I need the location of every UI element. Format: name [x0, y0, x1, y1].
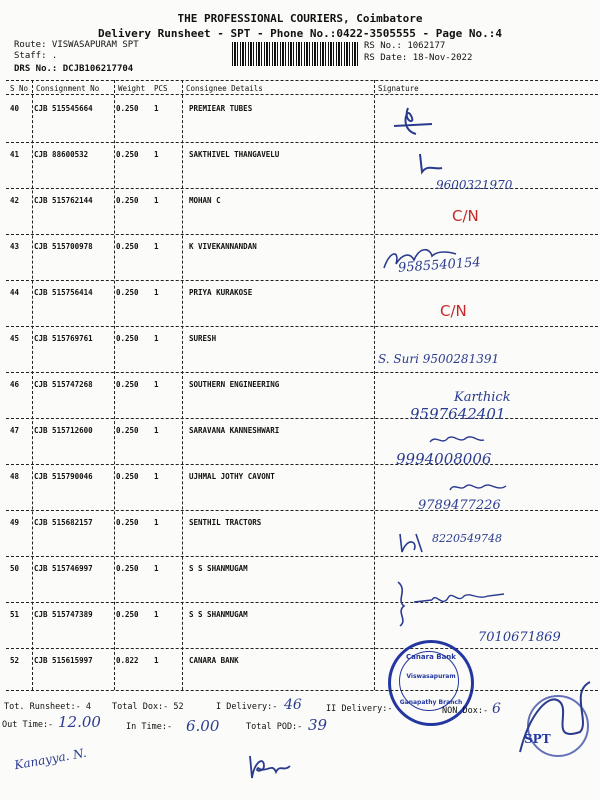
row-consignee: CANARA BANK — [189, 656, 239, 665]
row-consignee: S S SHANMUGAM — [189, 610, 248, 619]
phone-row-46: 9597642401 — [410, 405, 506, 423]
staff-label: Staff: . — [14, 51, 58, 61]
row-pcs: 1 — [154, 472, 159, 481]
i-delivery-value: 46 — [284, 697, 302, 713]
row-pcs: 1 — [154, 104, 159, 113]
row-sno: 50 — [10, 564, 20, 573]
row-consignment-no: CJB 515769761 — [34, 334, 93, 343]
total-pod-label: Total POD:- — [246, 722, 303, 732]
rs-date: RS Date: 18-Nov-2022 — [364, 53, 473, 63]
row-consignment-no: CJB 515747268 — [34, 380, 93, 389]
row-sno: 42 — [10, 196, 20, 205]
row-consignment-no: CJB 515746997 — [34, 564, 93, 573]
route-label: Route: VISWASAPURAM SPT — [14, 40, 139, 50]
branch-seal-signature — [500, 672, 596, 772]
signature-row-50-51 — [392, 578, 532, 628]
total-dox: Total Dox:- 52 — [112, 702, 184, 712]
row-weight: 0.250 — [116, 610, 139, 619]
runsheet-title: Delivery Runsheet - SPT - Phone No.:0422-3505555 - Page No.:4 — [98, 27, 502, 40]
signature-row-49 — [394, 528, 430, 556]
stamp-top-text: Canara Bank — [406, 653, 456, 661]
barcode — [232, 42, 360, 66]
table-bottom-rule — [6, 690, 598, 691]
signature-row-40 — [388, 104, 448, 140]
phone-row-43: 9585540154 — [397, 255, 482, 276]
note-row-42: C/N — [452, 207, 479, 225]
row-weight: 0.250 — [116, 334, 139, 343]
sign-row-45: S. Suri 9500281391 — [378, 352, 500, 366]
row-weight: 0.250 — [116, 288, 139, 297]
row-sno: 45 — [10, 334, 20, 343]
col-header-pcs: PCS — [154, 84, 168, 93]
row-pcs: 1 — [154, 380, 159, 389]
tot-runsheet: Tot. Runsheet:- 4 — [4, 702, 91, 712]
signature-row-41 — [412, 150, 452, 180]
row-consignee: S S SHANMUGAM — [189, 564, 248, 573]
row-pcs: 1 — [154, 610, 159, 619]
in-time-label: In Time:- — [126, 722, 173, 732]
table-row — [0, 96, 600, 142]
col-header-sno: S No — [10, 84, 29, 93]
row-sno: 49 — [10, 518, 20, 527]
signature-row-47 — [426, 432, 486, 448]
row-consignment-no: CJB 515700978 — [34, 242, 93, 251]
row-weight: 0.250 — [116, 104, 139, 113]
phone-row-48: 9789477226 — [418, 498, 501, 513]
col-header-weight: Weight — [118, 84, 146, 93]
non-dox-value: 6 — [492, 701, 501, 717]
row-consignee: PRIYA KURAKOSE — [189, 288, 253, 297]
row-pcs: 1 — [154, 242, 159, 251]
i-delivery-label: I Delivery:- — [216, 702, 278, 712]
row-sno: 52 — [10, 656, 20, 665]
row-consignment-no: CJB 515712600 — [34, 426, 93, 435]
row-pcs: 1 — [154, 150, 159, 159]
staff-signature: Kanayya. N. — [13, 745, 88, 773]
row-pcs: 1 — [154, 656, 159, 665]
row-consignee: SURESH — [189, 334, 217, 343]
row-consignment-no: CJB 88600532 — [34, 150, 89, 159]
seal-text: SPT — [524, 732, 551, 746]
total-pod-value: 39 — [308, 716, 328, 734]
phone-row-49: 8220549748 — [432, 532, 502, 545]
row-pcs: 1 — [154, 288, 159, 297]
row-sno: 40 — [10, 104, 20, 113]
signature-row-48 — [446, 480, 516, 496]
table-top-rule — [6, 80, 598, 81]
row-sno: 41 — [10, 150, 20, 159]
stamp-middle-text: Viswasapuram — [406, 673, 456, 680]
row-weight: 0.250 — [116, 564, 139, 573]
row-pcs: 1 — [154, 334, 159, 343]
row-weight: 0.250 — [116, 380, 139, 389]
rs-number: RS No.: 1062177 — [364, 41, 446, 51]
row-weight: 0.250 — [116, 472, 139, 481]
phone-row-51: 7010671869 — [478, 630, 561, 645]
col-header-consignment: Consignment No — [36, 84, 100, 93]
row-consignee: UJHMAL JOTHY CAVONT — [189, 472, 275, 481]
phone-row-47: 9994008006 — [396, 450, 492, 468]
table-row — [0, 510, 600, 556]
row-pcs: 1 — [154, 518, 159, 527]
non-dox-label: NON Dox:- — [442, 706, 489, 716]
row-sno: 43 — [10, 242, 20, 251]
row-sno: 44 — [10, 288, 20, 297]
row-consignee: SOUTHERN ENGINEERING — [189, 380, 280, 389]
table-row — [0, 326, 600, 372]
note-row-44: C/N — [440, 302, 467, 320]
ii-delivery-label: II Delivery:- — [326, 704, 393, 714]
out-time-value: 12.00 — [58, 713, 101, 731]
out-time-label: Out Time:- — [2, 720, 54, 730]
stamp-branch-text: Ganapathy Branch — [399, 699, 463, 706]
phone-row-41: 9600321970 — [436, 178, 513, 192]
row-consignment-no: CJB 515762144 — [34, 196, 93, 205]
row-consignment-no: CJB 515682157 — [34, 518, 93, 527]
row-consignee: MOHAN C — [189, 196, 221, 205]
row-sno: 46 — [10, 380, 20, 389]
company-title: THE PROFESSIONAL COURIERS, Coimbatore — [177, 12, 423, 25]
row-sno: 47 — [10, 426, 20, 435]
col-header-consignee: Consignee Details — [186, 84, 263, 93]
row-weight: 0.250 — [116, 196, 139, 205]
row-pcs: 1 — [154, 426, 159, 435]
drs-number: DRS No.: DCJB106217704 — [14, 64, 134, 74]
row-consignee: SARAVANA KANNESHWARI — [189, 426, 280, 435]
row-sno: 48 — [10, 472, 20, 481]
row-weight: 0.250 — [116, 518, 139, 527]
table-row — [0, 234, 600, 280]
row-weight: 0.250 — [116, 150, 139, 159]
row-weight: 0.822 — [116, 656, 139, 665]
name-row-46: Karthick — [454, 390, 511, 405]
row-consignment-no: CJB 515756414 — [34, 288, 93, 297]
table-row — [0, 418, 600, 464]
table-header-rule — [6, 94, 598, 95]
row-pcs: 1 — [154, 196, 159, 205]
row-consignee: SAKTHIVEL THANGAVELU — [189, 150, 280, 159]
table-row — [0, 188, 600, 234]
col-header-signature: Signature — [378, 84, 419, 93]
row-consignment-no: CJB 515747389 — [34, 610, 93, 619]
row-consignee: K VIVEKANNANDAN — [189, 242, 257, 251]
row-sno: 51 — [10, 610, 20, 619]
row-consignee: SENTHIL TRACTORS — [189, 518, 262, 527]
row-pcs: 1 — [154, 564, 159, 573]
table-row — [0, 280, 600, 326]
in-time-value: 6.00 — [186, 717, 220, 735]
row-consignment-no: CJB 515790046 — [34, 472, 93, 481]
row-weight: 0.250 — [116, 426, 139, 435]
row-consignment-no: CJB 515545664 — [34, 104, 93, 113]
row-consignee: PREMIEAR TUBES — [189, 104, 253, 113]
row-weight: 0.250 — [116, 242, 139, 251]
row-consignment-no: CJB 515615997 — [34, 656, 93, 665]
supervisor-signature — [244, 752, 304, 782]
